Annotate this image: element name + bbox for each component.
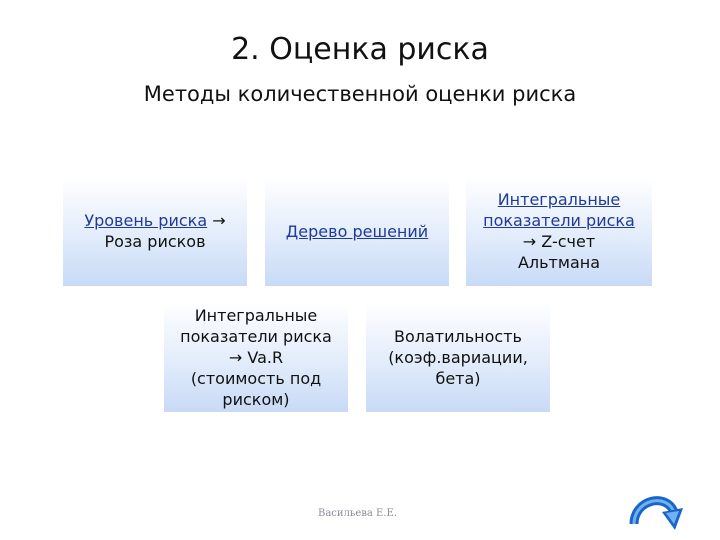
altman-text: Альтмана: [517, 253, 601, 272]
decision-tree-link[interactable]: Дерево решений: [285, 221, 429, 241]
integral-link-line2: показатели риска: [483, 211, 635, 230]
slide-title: 2. Оценка риска: [231, 32, 489, 67]
method-box-integral-z-score: [466, 176, 652, 286]
next-slide-button[interactable]: [626, 486, 684, 532]
volatility-line1: Волатильность: [394, 326, 522, 346]
slide-subtitle: Методы количественной оценки риска: [143, 82, 577, 106]
volatility-line3: бета): [435, 368, 481, 388]
method-box-decision-tree: [265, 176, 449, 286]
volatility-line2: (коэф.вариации,: [388, 347, 528, 367]
var-line5: риском): [222, 389, 290, 409]
risk-level-link[interactable]: Уровень риска: [84, 211, 208, 230]
method-box-risk-level: [63, 176, 247, 286]
risk-rose-text: Роза рисков: [104, 232, 206, 251]
integral-link-line1: Интегральные: [497, 190, 621, 209]
arrow-icon: →: [212, 211, 226, 230]
method-box-integral-var: [164, 302, 348, 412]
var-text: Va.R: [247, 347, 284, 367]
footer-author: Васильева Е.Е.: [318, 508, 398, 519]
integral-indicators-link[interactable]: [483, 190, 635, 230]
arrow-icon: →: [228, 347, 243, 367]
var-line4: (стоимость под: [190, 368, 322, 388]
var-line1: Интегральные: [194, 305, 318, 325]
curved-arrow-next-icon: [626, 486, 684, 532]
arrow-icon: →: [522, 232, 537, 251]
var-line2: показатели риска: [180, 326, 332, 346]
z-score-text: Z-счет: [541, 232, 596, 251]
method-box-volatility: [366, 302, 550, 412]
